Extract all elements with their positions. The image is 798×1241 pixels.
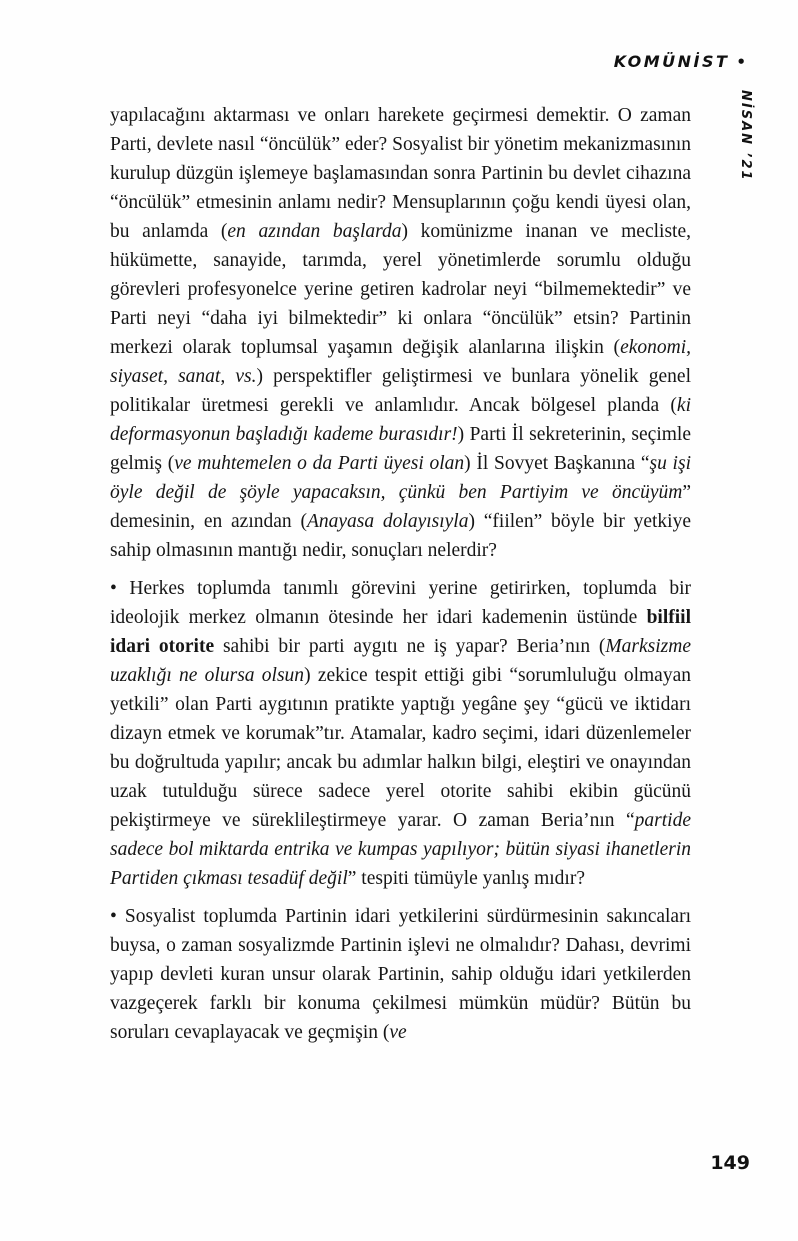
header-bullet-icon: • (736, 53, 746, 71)
text-segment: ve (389, 1022, 407, 1043)
text-segment: Marksizme uzaklığı ne olursa olsun (110, 636, 691, 686)
text-segment: sahibi bir parti aygıtı ne iş yapar? Beria’nın ( (214, 636, 606, 657)
paragraph (110, 902, 691, 1047)
text-segment: partide sadece bol miktarda entrika ve kumpas yapılıyor; bütün siyasi ihanetlerin Partiden çıkması tesadüf değil (110, 810, 691, 889)
text-segment: bilfiil idari otorite (110, 607, 691, 657)
issue-date-vertical: NİSAN ’21 (738, 90, 753, 182)
text-segment: ) zekice tespit ettiği gibi “sorumluluğu olmayan yetkili” olan Parti aygıtının pratikte yaptığı yegâne şey “gücü ve iktidarı dizayn etmek ve korumak”tır. Atamalar, kadro seçimi, idari düzenlemeler bu doğrultuda yapılır; ancak bu adımlar halkın bilgi, eleştiri ve onayından uzak tutulduğu sürece sadece yerel otorite sahibi ekibin gücünü pekiştirmeye ve süreklileştirmeye yarar. O zaman Beria’nın “ (110, 665, 691, 831)
text-segment: ” demesinin, en azından ( (110, 482, 691, 532)
text-segment: ) İl Sovyet Başkanına “ (464, 453, 650, 474)
page-number: 149 (710, 1152, 750, 1174)
text-segment: ) komünizme inanan ve mecliste, hükümette, sanayide, tarımda, yerel yönetimlerde sorumlu olduğu görevleri profesyonelce yerine getiren kadrolar neyi “bilmemektedir” ve Parti neyi “daha iyi bilmektedir” ki onlara “öncülük” etsin? Partinin merkezi olarak toplumsal yaşamın değişik alanlarına ilişkin ( (110, 221, 691, 358)
text-segment: ekonomi, siyaset, sanat, vs. (110, 337, 691, 387)
text-segment: • Sosyalist toplumda Partinin idari yetkilerini sürdürmesinin sakıncaları buysa, o zaman sosyalizmde Partinin işlevi ne olmalıdır? Dahası, devrimi yapıp devleti kuran unsur olarak Partinin, sahip olduğu idari yetkilerden vazgeçerek farklı bir konuma çekilmesi mümkün müdür? Bütün bu soruları cevaplayacak ve geçmişin ( (110, 906, 691, 1043)
text-segment: ve muhtemelen o da Parti üyesi olan (174, 453, 465, 474)
paragraph (110, 574, 691, 893)
text-segment: ” tespiti tümüyle yanlış mıdır? (347, 868, 585, 889)
text-segment: en azından başlarda (227, 221, 402, 242)
text-segment: ) perspektifler geliştirmesi ve bunlara yönelik genel politikalar üretmesi gerekli ve anlamlıdır. Ancak bölgesel planda ( (110, 366, 691, 416)
body-text (110, 101, 691, 1047)
journal-title: KOMÜNİST (613, 52, 730, 71)
text-segment: ki deformasyonun başladığı kademe burasıdır! (110, 395, 691, 445)
text-segment: ) Parti İl sekreterinin, seçimle gelmiş ( (110, 424, 691, 474)
running-head (614, 52, 746, 71)
text-segment: şu işi öyle değil de şöyle yapacaksın, çünkü ben Partiyim ve öncüyüm (110, 453, 691, 503)
text-segment: yapılacağını aktarması ve onları harekete geçirmesi demektir. O zaman Parti, devlete nasıl “öncülük” eder? Sosyalist bir yönetim mekanizmasının kurulup düzgün işlemeye başlamasından sonra Partinin bu devlet cihazına “öncülük” etmesinin anlamı nedir? Mensuplarının çoğu kendi üyesi olan, bu anlamda ( (110, 105, 691, 242)
paragraph (110, 101, 691, 565)
text-segment: ) “fiilen” böyle bir yetkiye sahip olmasının mantığı nedir, sonuçları nelerdir? (110, 511, 691, 561)
text-segment: • Herkes toplumda tanımlı görevini yerine getirirken, toplumda bir ideolojik merkez olmanın ötesinde her idari kademenin üstünde (110, 578, 691, 628)
text-segment: Anayasa dolayısıyla (306, 511, 469, 532)
